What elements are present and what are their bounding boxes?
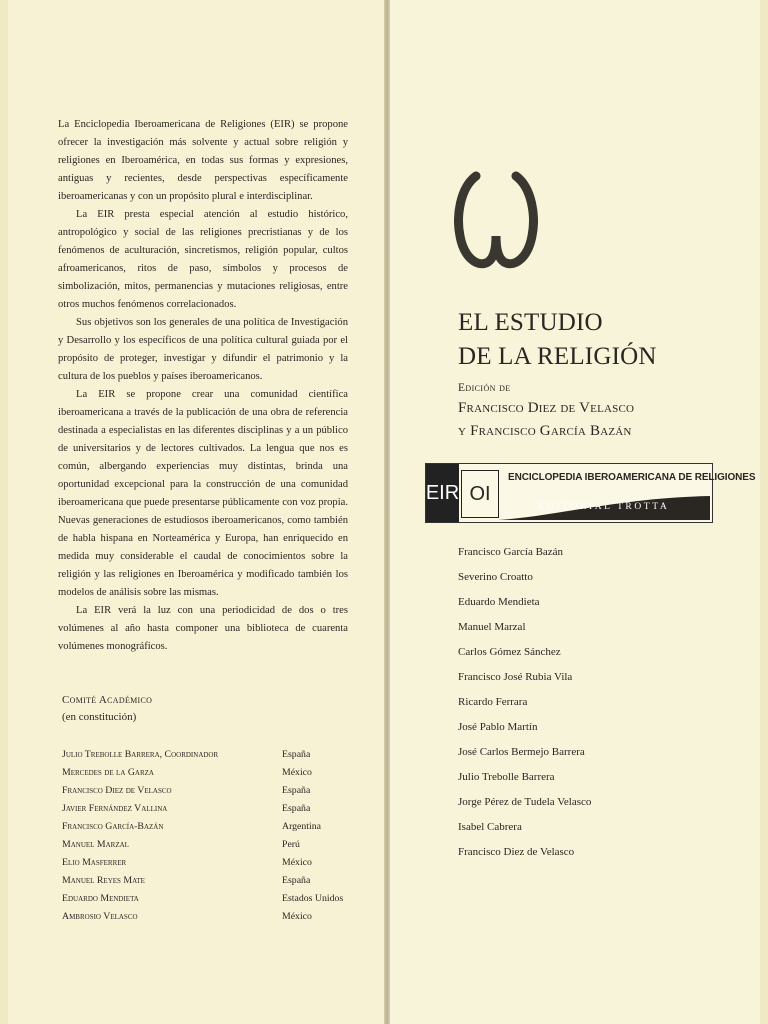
committee-subtitle: (en constitución) [62,711,137,723]
member-name: Manuel Reyes Mate [62,875,145,886]
committee-row [62,836,362,854]
editor-2: y Francisco García Bazán [458,423,632,439]
book-title-line-1: EL ESTUDIO [458,309,603,336]
committee-row [62,800,362,818]
committee-row [62,872,362,890]
member-country: España [282,785,311,796]
book-title-line-2: DE LA RELIGIÓN [458,343,657,370]
book-title [458,306,657,374]
author-name: Jorge Pérez de Tudela Velasco [458,796,592,808]
paragraph-5: La EIR verá la luz con una periodicidad de dos o tres volúmenes al año hasta componer una biblioteca de cuarenta volúmenes monográficos. [58,605,348,652]
series-logo [425,463,756,523]
committee-row [62,764,362,782]
member-country: México [282,767,312,778]
member-country: España [282,803,311,814]
authors-list [458,540,591,865]
member-name: Mercedes de la Garza [62,767,154,778]
publisher-name: EDITORIAL TROTTA [538,502,670,512]
author-name: Severino Croatto [458,571,533,583]
committee-row [62,782,362,800]
member-country: España [282,749,311,760]
member-name: Elio Masferrer [62,857,127,868]
committee-row [62,818,362,836]
logo-oi-mark: OI [461,470,499,518]
member-name: Julio Trebolle Barrera, Coordinador [62,749,219,760]
edition-block [458,380,634,443]
omega-logo-icon [454,164,538,274]
committee-heading [62,692,152,726]
author-name: Francisco Diez de Velasco [458,846,575,858]
member-country: Estados Unidos [282,893,344,904]
author-name: Francisco García Bazán [458,546,564,558]
editor-1: Francisco Diez de Velasco [458,400,635,416]
committee-row [62,746,362,764]
author-name: Isabel Cabrera [458,821,522,833]
author-name: Ricardo Ferrara [458,696,528,708]
author-name: Manuel Marzal [458,621,526,633]
member-name: Manuel Marzal [62,839,129,850]
paragraph-2: La EIR presta especial atención al estudio histórico, antropológico y social de las religiones precristianas y de los fenómenos de aculturación, sincretismos, religión popular, cultos afroamericanos, ritos de paso, símbolos y procesos de simbolización, mitos, permanencias y mutaciones religiosas, entre otros muchos fenómenos correlacionados. [58,209,348,310]
member-country: España [282,875,311,886]
committee-row [62,854,362,872]
author-name: Julio Trebolle Barrera [458,771,555,783]
member-country: México [282,857,312,868]
series-name: ENCICLOPEDIA IBEROAMERICANA DE RELIGIONES [508,472,756,483]
author-name: Carlos Gómez Sánchez [458,646,561,658]
author-name: José Carlos Bermejo Barrera [458,746,585,758]
committee-row [62,890,362,908]
paragraph-1: La Enciclopedia Iberoamericana de Religiones (EIR) se propone ofrecer la investigación más solvente y actual sobre religión y religiones en Iberoamérica, en todas sus formas y expresiones, antiguas y recientes, desde perspectivas específicamente iberoamericanas y con un propósito plural e interdisciplinar. [58,119,348,202]
paragraph-3: Sus objetivos son los generales de una política de Investigación y Desarrollo y los específicos de una política cultural guiada por el propósito de proteger, investigar y difundir el patrimonio y la cultura de los pueblos y países iberoamericanos. [58,317,348,382]
author-name: Francisco José Rubia Vila [458,671,573,683]
member-name: Eduardo Mendieta [62,893,139,904]
committee-list [62,746,362,926]
committee-row [62,908,362,926]
member-country: México [282,911,312,922]
author-name: José Pablo Martín [458,721,538,733]
edition-label: Edición de [458,382,511,394]
member-name: Francisco García-Bazán [62,821,164,832]
member-country: Argentina [282,821,321,832]
logo-eir-mark: EIR [426,464,459,522]
member-name: Javier Fernández Vallina [62,803,168,814]
member-name: Francisco Diez de Velasco [62,785,172,796]
member-country: Perú [282,839,300,850]
publisher-band [498,494,710,520]
encyclopedia-description [58,116,348,656]
member-name: Ambrosio Velasco [62,911,138,922]
author-name: Eduardo Mendieta [458,596,540,608]
paragraph-4: La EIR se propone crear una comunidad científica iberoamericana a través de la publicación de una obra de referencia destinada a especialistas en las diferentes disciplinas y a un público de universitarios y de lectores cultivados. La lengua que nos es común, albergando experiencias muy distintas, brinda una oportunidad excepcional para la construcción de una comunidad iberoamericana que puede presentarse públicamente con voz propia. Nuevas generaciones de estudiosos iberoamericanos, como también de habla hispana en Norteamérica y Europa, han enriquecido en medida muy considerable el caudal de conocimientos sobre la religión y las religiones en Iberoamérica y modificado también los modelos de análisis sobre las mismas. [58,389,348,598]
committee-title: Comité Académico [62,694,153,706]
